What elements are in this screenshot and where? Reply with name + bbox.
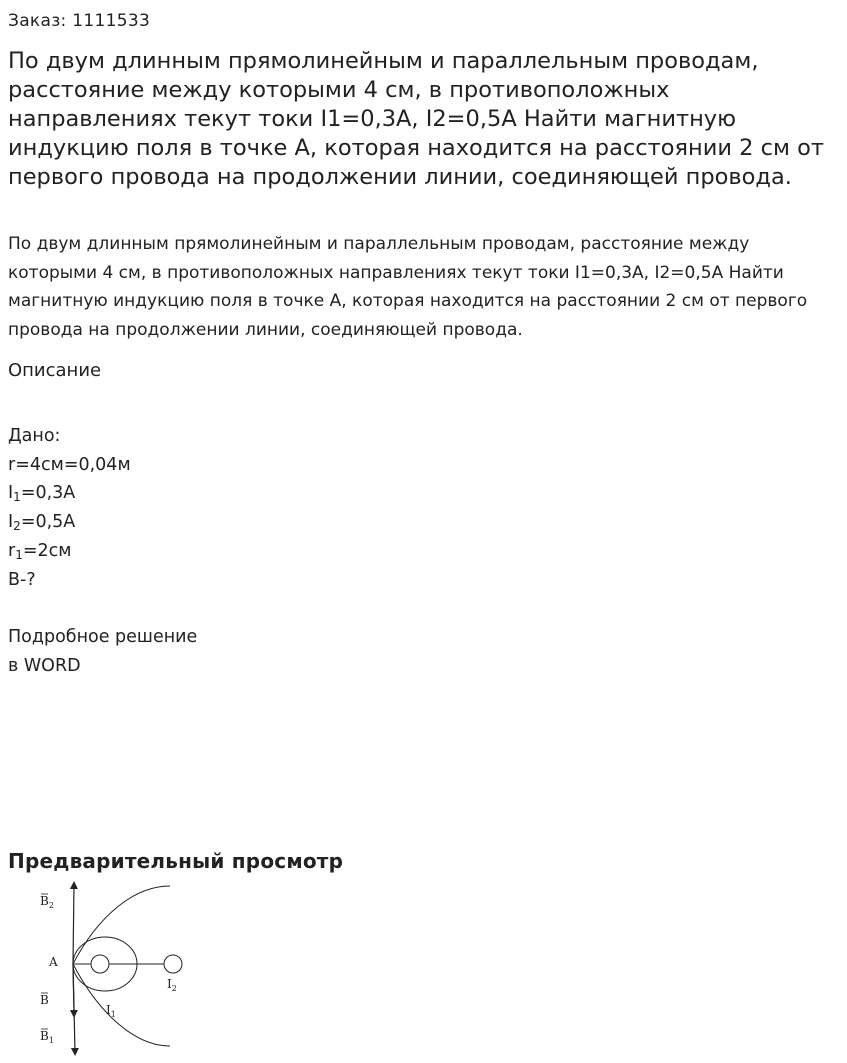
current-2-symbol: I (8, 512, 14, 533)
field-line-wire-2 (73, 886, 170, 1046)
given-label: Дано: (8, 426, 61, 446)
distance-1-value: =2см (22, 540, 72, 561)
given-current-1 (8, 479, 197, 508)
spacer (8, 594, 197, 623)
current-2-value: =0,5А (20, 512, 76, 533)
description-heading: Описание (8, 360, 102, 381)
preview-figure (36, 880, 196, 1056)
label-b1: $B_1$ (40, 1029, 54, 1045)
label-i2: $I_2$ (167, 977, 177, 993)
page-title: По двум длинным прямолинейным и параллельным проводам, расстояние между которыми 4 см, в противоположных направлениях текут токи I1=0,3А, I2=0,5А Найти магнитную индукцию поля в точке А, которая находится на расстоянии 2 см от первого провода на продолжении линии, соединяющей провода. (8, 48, 824, 190)
wire-2 (164, 955, 182, 973)
given-current-2 (8, 508, 197, 537)
order-number: Заказ: 1111533 (8, 11, 151, 31)
magnetic-field-diagram (36, 880, 196, 1056)
solution-note-line-2: в WORD (8, 655, 81, 676)
label-i1: $I_1$ (106, 1003, 116, 1019)
given-distance: r=4см=0,04м (8, 454, 131, 475)
find-label: B-? (8, 569, 36, 590)
problem-text: По двум длинным прямолинейным и параллельным проводам, расстояние между которыми 4 см, в противоположных направлениях текут токи I1=0,3А, I2=0,5А Найти магнитную индукцию поля в точке А, которая находится на расстоянии 2 см от первого провода на продолжении линии, соединяющей провода. (8, 234, 808, 340)
current-1-symbol: I (8, 483, 14, 504)
vector-b2-arrow (73, 885, 74, 964)
preview-heading: Предварительный просмотр (8, 849, 344, 873)
solution-note-line-1: Подробное решение (8, 626, 198, 647)
given-block (8, 422, 197, 680)
distance-1-subscript: 1 (15, 547, 23, 562)
current-2-subscript: 2 (13, 519, 21, 534)
distance-1-symbol: r (8, 540, 16, 561)
label-b: B (40, 993, 49, 1007)
wire-1 (91, 955, 109, 973)
given-distance-1 (8, 537, 197, 566)
label-a: A (49, 955, 58, 969)
current-1-subscript: 1 (13, 490, 21, 505)
current-1-value: =0,3А (20, 483, 76, 504)
label-b2: $B_2$ (40, 894, 54, 910)
